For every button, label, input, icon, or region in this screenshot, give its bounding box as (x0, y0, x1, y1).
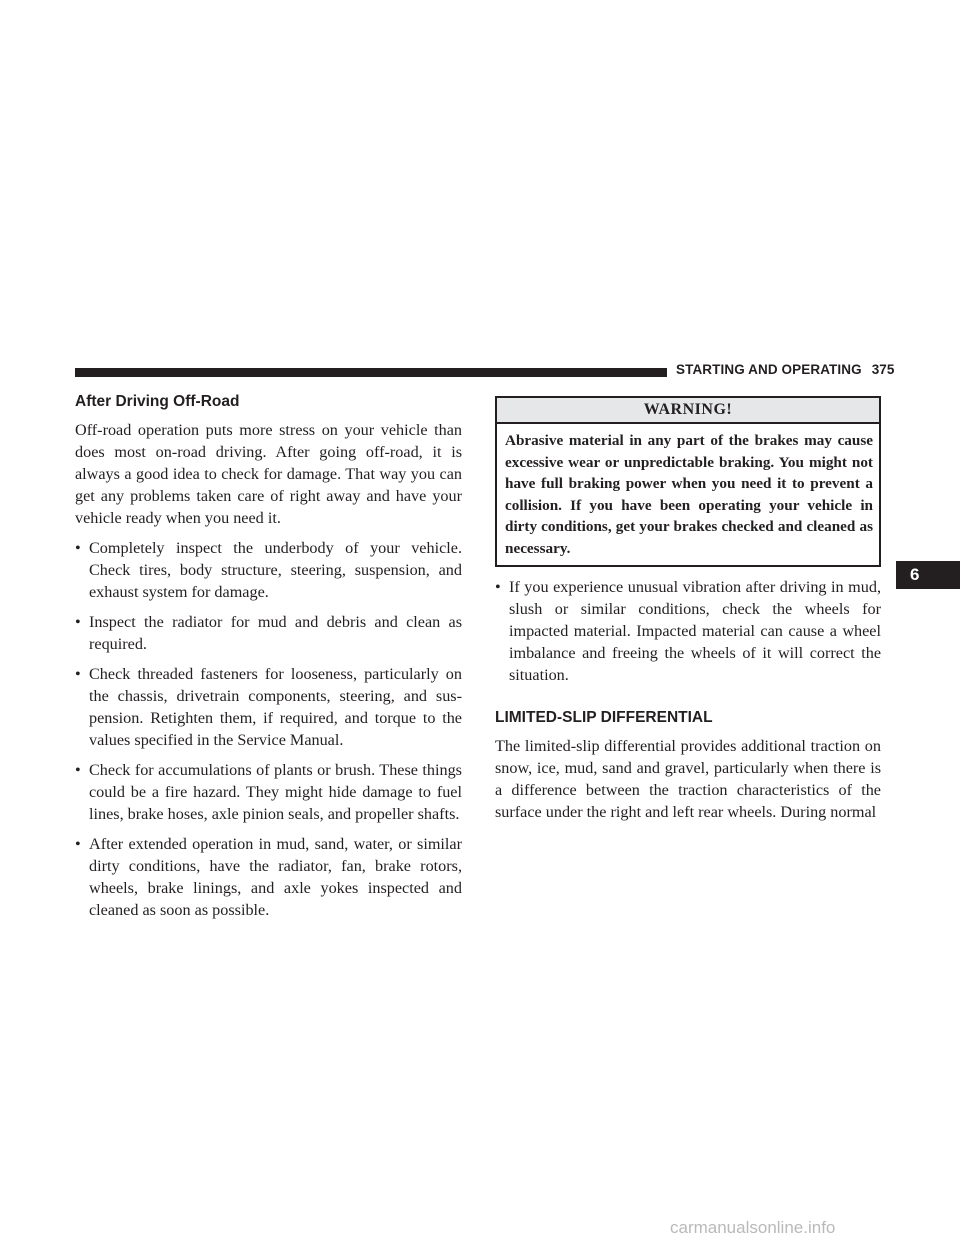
left-column (75, 392, 462, 929)
intro-paragraph: Off-road operation puts more stress on your vehicle than does most on-road driving. After going off-road, it is always a good idea to check for damage. That way you can get any problems taken care of right away and have your vehicle ready when you need it. (75, 421, 462, 527)
list-item (75, 759, 462, 825)
chapter-tab: 6 (896, 561, 960, 589)
section-title: STARTING AND OPERATING (676, 362, 862, 377)
header-rule (75, 368, 667, 377)
section-heading-after-off-road: After Driving Off-Road (75, 393, 240, 410)
bullet-icon: • (495, 578, 501, 596)
bullet-icon: • (75, 539, 81, 557)
warning-title: WARNING! (497, 398, 879, 424)
warning-text: Abrasive material in any part of the brakes may cause excessive wear or unpredictable braking. You might not have full braking power when you need it to prevent a collision. If you have been operating your vehicle in dirty conditions, get your brakes checked and cleaned as necessary. (505, 432, 873, 557)
list-item-text: Check threaded fasteners for looseness, particularly on the chassis, drivetrain components, steering, and sus- pension. Retighten them, if required, and torque to the values specified in the Service Manual. (89, 665, 462, 749)
section-heading-limited-slip: LIMITED-SLIP DIFFERENTIAL (495, 709, 713, 726)
list-item (75, 611, 462, 655)
right-column (495, 396, 881, 831)
bullet-icon: • (75, 761, 81, 779)
page-number: 375 (871, 362, 895, 377)
list-item-text: Check for accumulations of plants or brush. These things could be a fire hazard. They might hide damage to fuel lines, brake hoses, axle pinion seals, and propeller shafts. (89, 761, 462, 823)
limited-slip-paragraph: The limited-slip differential provides additional traction on snow, ice, mud, sand and gravel, particularly when there is a difference between the traction characteristics of the surface under the right and left rear wheels. During normal (495, 737, 881, 821)
warning-box (495, 396, 881, 567)
bullet-icon: • (75, 665, 81, 683)
list-item-text: Completely inspect the underbody of your vehicle. Check tires, body structure, steering, suspension, and exhaust system for damage. (89, 539, 462, 601)
bullet-icon: • (75, 613, 81, 631)
list-item (75, 537, 462, 603)
bullet-icon: • (75, 835, 81, 853)
running-header (676, 362, 895, 377)
inspection-bullet-list (75, 537, 462, 921)
list-item (75, 663, 462, 751)
vibration-bullet-list (495, 576, 881, 686)
list-item-text: After extended operation in mud, sand, water, or similar dirty conditions, have the radiator, fan, brake rotors, wheels, brake linings, and axle yokes inspected and cleaned as soon as possible. (89, 835, 462, 919)
list-item-text: Inspect the radiator for mud and debris and clean as required. (89, 613, 462, 653)
list-item (75, 833, 462, 921)
watermark-text: carmanualsonline.info (670, 1218, 836, 1237)
list-item (495, 576, 881, 686)
list-item-text: If you experience unusual vibration after driving in mud, slush or similar conditions, check the wheels for impacted material. Impacted material can cause a wheel imbalance and freeing the wheels of it will correct the situation. (509, 578, 881, 684)
